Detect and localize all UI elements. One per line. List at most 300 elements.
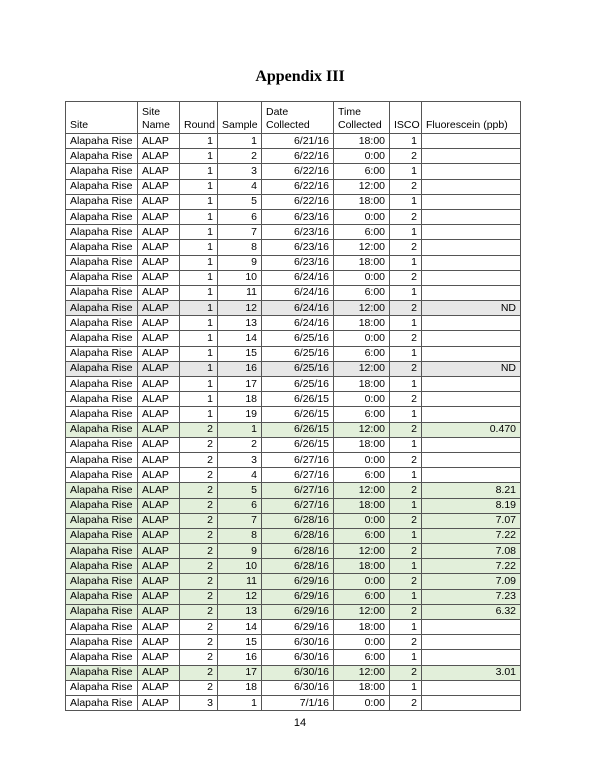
col-header-sample: Sample bbox=[218, 102, 262, 134]
cell-sample: 3 bbox=[218, 164, 262, 179]
cell-fluorescein bbox=[422, 179, 521, 194]
cell-site: Alapaha Rise bbox=[66, 331, 138, 346]
cell-fluorescein bbox=[422, 164, 521, 179]
cell-site-name: ALAP bbox=[138, 574, 180, 589]
cell-site-name: ALAP bbox=[138, 377, 180, 392]
cell-time: 0:00 bbox=[334, 513, 390, 528]
cell-time: 18:00 bbox=[334, 134, 390, 149]
cell-round: 1 bbox=[180, 209, 218, 224]
cell-round: 1 bbox=[180, 179, 218, 194]
table-row bbox=[66, 346, 521, 361]
cell-sample: 10 bbox=[218, 270, 262, 285]
cell-isco: 2 bbox=[390, 240, 422, 255]
cell-isco: 2 bbox=[390, 635, 422, 650]
cell-fluorescein bbox=[422, 255, 521, 270]
cell-site: Alapaha Rise bbox=[66, 513, 138, 528]
cell-date: 6/28/16 bbox=[262, 513, 334, 528]
cell-site: Alapaha Rise bbox=[66, 270, 138, 285]
cell-fluorescein bbox=[422, 346, 521, 361]
table-row bbox=[66, 604, 521, 619]
col-header-date-collected: Date Collected bbox=[262, 102, 334, 134]
table-row bbox=[66, 240, 521, 255]
cell-isco: 2 bbox=[390, 179, 422, 194]
table-row bbox=[66, 377, 521, 392]
table-row bbox=[66, 468, 521, 483]
cell-isco: 1 bbox=[390, 468, 422, 483]
table-row bbox=[66, 301, 521, 316]
cell-round: 1 bbox=[180, 270, 218, 285]
cell-isco: 2 bbox=[390, 361, 422, 376]
table-row bbox=[66, 513, 521, 528]
cell-fluorescein bbox=[422, 407, 521, 422]
cell-fluorescein bbox=[422, 316, 521, 331]
cell-time: 18:00 bbox=[334, 194, 390, 209]
cell-sample: 13 bbox=[218, 604, 262, 619]
cell-isco: 1 bbox=[390, 650, 422, 665]
cell-time: 18:00 bbox=[334, 255, 390, 270]
cell-time: 0:00 bbox=[334, 331, 390, 346]
cell-round: 1 bbox=[180, 346, 218, 361]
cell-site: Alapaha Rise bbox=[66, 209, 138, 224]
cell-date: 6/30/16 bbox=[262, 650, 334, 665]
page-title: Appendix III bbox=[255, 68, 345, 85]
cell-site: Alapaha Rise bbox=[66, 498, 138, 513]
cell-time: 0:00 bbox=[334, 270, 390, 285]
cell-date: 6/24/16 bbox=[262, 301, 334, 316]
cell-site: Alapaha Rise bbox=[66, 422, 138, 437]
cell-sample: 9 bbox=[218, 544, 262, 559]
cell-time: 6:00 bbox=[334, 650, 390, 665]
cell-site-name: ALAP bbox=[138, 270, 180, 285]
cell-sample: 16 bbox=[218, 361, 262, 376]
cell-date: 6/27/16 bbox=[262, 483, 334, 498]
cell-sample: 2 bbox=[218, 149, 262, 164]
cell-date: 6/23/16 bbox=[262, 240, 334, 255]
cell-isco: 1 bbox=[390, 225, 422, 240]
cell-sample: 6 bbox=[218, 498, 262, 513]
cell-site-name: ALAP bbox=[138, 331, 180, 346]
cell-fluorescein bbox=[422, 680, 521, 695]
cell-fluorescein bbox=[422, 620, 521, 635]
cell-date: 6/29/16 bbox=[262, 604, 334, 619]
table-row bbox=[66, 528, 521, 543]
table-body bbox=[66, 134, 521, 711]
cell-fluorescein: 7.23 bbox=[422, 589, 521, 604]
table-row bbox=[66, 452, 521, 467]
cell-site-name: ALAP bbox=[138, 316, 180, 331]
cell-sample: 7 bbox=[218, 225, 262, 240]
cell-isco: 1 bbox=[390, 680, 422, 695]
cell-site-name: ALAP bbox=[138, 285, 180, 300]
cell-sample: 17 bbox=[218, 377, 262, 392]
cell-isco: 2 bbox=[390, 209, 422, 224]
cell-sample: 6 bbox=[218, 209, 262, 224]
cell-site: Alapaha Rise bbox=[66, 544, 138, 559]
cell-site: Alapaha Rise bbox=[66, 134, 138, 149]
table-row bbox=[66, 559, 521, 574]
cell-round: 2 bbox=[180, 589, 218, 604]
cell-site: Alapaha Rise bbox=[66, 285, 138, 300]
cell-isco: 1 bbox=[390, 589, 422, 604]
cell-site: Alapaha Rise bbox=[66, 255, 138, 270]
cell-date: 6/30/16 bbox=[262, 635, 334, 650]
cell-site-name: ALAP bbox=[138, 620, 180, 635]
cell-site-name: ALAP bbox=[138, 301, 180, 316]
cell-sample: 1 bbox=[218, 695, 262, 710]
cell-time: 12:00 bbox=[334, 179, 390, 194]
cell-fluorescein bbox=[422, 635, 521, 650]
cell-round: 1 bbox=[180, 316, 218, 331]
cell-round: 2 bbox=[180, 574, 218, 589]
cell-fluorescein bbox=[422, 149, 521, 164]
cell-site-name: ALAP bbox=[138, 680, 180, 695]
cell-round: 2 bbox=[180, 422, 218, 437]
cell-date: 6/22/16 bbox=[262, 194, 334, 209]
col-header-isco: ISCO bbox=[390, 102, 422, 134]
cell-isco: 2 bbox=[390, 452, 422, 467]
cell-round: 1 bbox=[180, 194, 218, 209]
cell-fluorescein: 7.22 bbox=[422, 559, 521, 574]
cell-fluorescein bbox=[422, 452, 521, 467]
cell-isco: 1 bbox=[390, 407, 422, 422]
cell-time: 12:00 bbox=[334, 483, 390, 498]
col-header-time-collected: Time Collected bbox=[334, 102, 390, 134]
cell-isco: 1 bbox=[390, 285, 422, 300]
cell-time: 0:00 bbox=[334, 635, 390, 650]
cell-site: Alapaha Rise bbox=[66, 650, 138, 665]
cell-isco: 2 bbox=[390, 392, 422, 407]
cell-date: 6/22/16 bbox=[262, 179, 334, 194]
cell-sample: 11 bbox=[218, 574, 262, 589]
cell-date: 6/29/16 bbox=[262, 574, 334, 589]
cell-date: 6/26/15 bbox=[262, 437, 334, 452]
cell-date: 6/24/16 bbox=[262, 285, 334, 300]
table-row bbox=[66, 270, 521, 285]
cell-site-name: ALAP bbox=[138, 164, 180, 179]
cell-sample: 14 bbox=[218, 331, 262, 346]
table-row bbox=[66, 331, 521, 346]
cell-fluorescein: 8.19 bbox=[422, 498, 521, 513]
table-row bbox=[66, 498, 521, 513]
header-row bbox=[66, 102, 521, 134]
cell-date: 6/28/16 bbox=[262, 559, 334, 574]
cell-site: Alapaha Rise bbox=[66, 164, 138, 179]
cell-site: Alapaha Rise bbox=[66, 316, 138, 331]
cell-site-name: ALAP bbox=[138, 179, 180, 194]
cell-site-name: ALAP bbox=[138, 604, 180, 619]
cell-site-name: ALAP bbox=[138, 392, 180, 407]
cell-site-name: ALAP bbox=[138, 407, 180, 422]
cell-site-name: ALAP bbox=[138, 589, 180, 604]
table-row bbox=[66, 225, 521, 240]
cell-site: Alapaha Rise bbox=[66, 665, 138, 680]
cell-time: 0:00 bbox=[334, 392, 390, 407]
cell-fluorescein: 7.08 bbox=[422, 544, 521, 559]
cell-fluorescein: 6.32 bbox=[422, 604, 521, 619]
cell-sample: 7 bbox=[218, 513, 262, 528]
cell-sample: 1 bbox=[218, 134, 262, 149]
cell-sample: 8 bbox=[218, 528, 262, 543]
cell-site-name: ALAP bbox=[138, 452, 180, 467]
cell-site: Alapaha Rise bbox=[66, 346, 138, 361]
cell-site: Alapaha Rise bbox=[66, 361, 138, 376]
cell-site: Alapaha Rise bbox=[66, 194, 138, 209]
cell-sample: 4 bbox=[218, 179, 262, 194]
cell-date: 6/28/16 bbox=[262, 528, 334, 543]
cell-fluorescein bbox=[422, 331, 521, 346]
table-row bbox=[66, 695, 521, 710]
cell-sample: 10 bbox=[218, 559, 262, 574]
cell-round: 1 bbox=[180, 331, 218, 346]
cell-time: 12:00 bbox=[334, 665, 390, 680]
cell-fluorescein bbox=[422, 468, 521, 483]
cell-site-name: ALAP bbox=[138, 255, 180, 270]
cell-date: 6/25/16 bbox=[262, 361, 334, 376]
table-row bbox=[66, 179, 521, 194]
cell-round: 1 bbox=[180, 255, 218, 270]
cell-round: 2 bbox=[180, 544, 218, 559]
cell-round: 2 bbox=[180, 604, 218, 619]
cell-round: 2 bbox=[180, 650, 218, 665]
cell-time: 0:00 bbox=[334, 149, 390, 164]
cell-site: Alapaha Rise bbox=[66, 559, 138, 574]
cell-sample: 18 bbox=[218, 680, 262, 695]
cell-time: 18:00 bbox=[334, 559, 390, 574]
cell-isco: 1 bbox=[390, 498, 422, 513]
table-row bbox=[66, 134, 521, 149]
cell-time: 12:00 bbox=[334, 240, 390, 255]
cell-sample: 5 bbox=[218, 483, 262, 498]
cell-date: 6/29/16 bbox=[262, 589, 334, 604]
cell-date: 6/24/16 bbox=[262, 316, 334, 331]
cell-round: 1 bbox=[180, 377, 218, 392]
cell-date: 6/21/16 bbox=[262, 134, 334, 149]
cell-round: 1 bbox=[180, 361, 218, 376]
cell-round: 1 bbox=[180, 149, 218, 164]
cell-isco: 2 bbox=[390, 483, 422, 498]
cell-site-name: ALAP bbox=[138, 528, 180, 543]
table-row bbox=[66, 620, 521, 635]
table-row bbox=[66, 255, 521, 270]
cell-isco: 2 bbox=[390, 149, 422, 164]
cell-fluorescein bbox=[422, 650, 521, 665]
cell-fluorescein bbox=[422, 194, 521, 209]
cell-fluorescein bbox=[422, 225, 521, 240]
cell-site-name: ALAP bbox=[138, 665, 180, 680]
cell-date: 6/27/16 bbox=[262, 452, 334, 467]
cell-date: 6/27/16 bbox=[262, 498, 334, 513]
cell-round: 1 bbox=[180, 392, 218, 407]
cell-round: 3 bbox=[180, 695, 218, 710]
cell-isco: 1 bbox=[390, 134, 422, 149]
cell-date: 6/27/16 bbox=[262, 468, 334, 483]
cell-round: 2 bbox=[180, 559, 218, 574]
cell-date: 6/26/15 bbox=[262, 407, 334, 422]
cell-fluorescein: 8.21 bbox=[422, 483, 521, 498]
cell-time: 12:00 bbox=[334, 544, 390, 559]
cell-time: 6:00 bbox=[334, 589, 390, 604]
cell-site: Alapaha Rise bbox=[66, 620, 138, 635]
cell-isco: 1 bbox=[390, 437, 422, 452]
cell-sample: 2 bbox=[218, 437, 262, 452]
cell-sample: 3 bbox=[218, 452, 262, 467]
cell-site: Alapaha Rise bbox=[66, 392, 138, 407]
cell-isco: 1 bbox=[390, 316, 422, 331]
cell-time: 0:00 bbox=[334, 695, 390, 710]
cell-site-name: ALAP bbox=[138, 437, 180, 452]
cell-fluorescein bbox=[422, 209, 521, 224]
cell-time: 18:00 bbox=[334, 316, 390, 331]
cell-isco: 1 bbox=[390, 346, 422, 361]
cell-fluorescein: ND bbox=[422, 361, 521, 376]
cell-sample: 17 bbox=[218, 665, 262, 680]
cell-site: Alapaha Rise bbox=[66, 225, 138, 240]
cell-isco: 2 bbox=[390, 695, 422, 710]
cell-round: 1 bbox=[180, 134, 218, 149]
cell-round: 1 bbox=[180, 240, 218, 255]
table-row bbox=[66, 164, 521, 179]
cell-time: 6:00 bbox=[334, 407, 390, 422]
cell-fluorescein bbox=[422, 240, 521, 255]
cell-date: 6/23/16 bbox=[262, 225, 334, 240]
cell-sample: 5 bbox=[218, 194, 262, 209]
cell-site: Alapaha Rise bbox=[66, 301, 138, 316]
cell-isco: 2 bbox=[390, 604, 422, 619]
cell-site: Alapaha Rise bbox=[66, 468, 138, 483]
cell-round: 2 bbox=[180, 483, 218, 498]
cell-time: 6:00 bbox=[334, 468, 390, 483]
cell-date: 6/26/15 bbox=[262, 422, 334, 437]
cell-round: 1 bbox=[180, 225, 218, 240]
cell-date: 7/1/16 bbox=[262, 695, 334, 710]
cell-round: 2 bbox=[180, 665, 218, 680]
cell-site-name: ALAP bbox=[138, 422, 180, 437]
cell-time: 12:00 bbox=[334, 301, 390, 316]
cell-fluorescein: 0.470 bbox=[422, 422, 521, 437]
cell-fluorescein: 7.22 bbox=[422, 528, 521, 543]
cell-sample: 8 bbox=[218, 240, 262, 255]
cell-sample: 12 bbox=[218, 589, 262, 604]
cell-isco: 2 bbox=[390, 513, 422, 528]
cell-site: Alapaha Rise bbox=[66, 635, 138, 650]
cell-time: 18:00 bbox=[334, 620, 390, 635]
cell-isco: 1 bbox=[390, 559, 422, 574]
cell-time: 0:00 bbox=[334, 209, 390, 224]
col-header-site-name: Site Name bbox=[138, 102, 180, 134]
cell-site-name: ALAP bbox=[138, 149, 180, 164]
table-row bbox=[66, 437, 521, 452]
cell-site-name: ALAP bbox=[138, 483, 180, 498]
cell-site: Alapaha Rise bbox=[66, 589, 138, 604]
cell-site: Alapaha Rise bbox=[66, 695, 138, 710]
cell-isco: 2 bbox=[390, 665, 422, 680]
cell-time: 12:00 bbox=[334, 604, 390, 619]
table-row bbox=[66, 285, 521, 300]
cell-sample: 15 bbox=[218, 346, 262, 361]
cell-date: 6/25/16 bbox=[262, 377, 334, 392]
cell-fluorescein: 7.09 bbox=[422, 574, 521, 589]
cell-site-name: ALAP bbox=[138, 695, 180, 710]
cell-site: Alapaha Rise bbox=[66, 149, 138, 164]
cell-date: 6/30/16 bbox=[262, 665, 334, 680]
cell-fluorescein bbox=[422, 392, 521, 407]
cell-sample: 1 bbox=[218, 422, 262, 437]
cell-round: 2 bbox=[180, 635, 218, 650]
cell-fluorescein bbox=[422, 695, 521, 710]
table-row bbox=[66, 392, 521, 407]
cell-sample: 15 bbox=[218, 635, 262, 650]
cell-site: Alapaha Rise bbox=[66, 179, 138, 194]
cell-site: Alapaha Rise bbox=[66, 452, 138, 467]
cell-round: 1 bbox=[180, 407, 218, 422]
cell-site: Alapaha Rise bbox=[66, 604, 138, 619]
cell-fluorescein bbox=[422, 285, 521, 300]
table-row bbox=[66, 422, 521, 437]
cell-time: 6:00 bbox=[334, 285, 390, 300]
cell-isco: 2 bbox=[390, 422, 422, 437]
table-row bbox=[66, 574, 521, 589]
cell-isco: 1 bbox=[390, 194, 422, 209]
table-row bbox=[66, 665, 521, 680]
cell-time: 6:00 bbox=[334, 164, 390, 179]
cell-sample: 4 bbox=[218, 468, 262, 483]
cell-date: 6/30/16 bbox=[262, 680, 334, 695]
cell-time: 6:00 bbox=[334, 225, 390, 240]
cell-isco: 1 bbox=[390, 164, 422, 179]
cell-isco: 2 bbox=[390, 331, 422, 346]
cell-sample: 14 bbox=[218, 620, 262, 635]
cell-fluorescein bbox=[422, 437, 521, 452]
cell-round: 2 bbox=[180, 452, 218, 467]
cell-isco: 1 bbox=[390, 620, 422, 635]
cell-isco: 1 bbox=[390, 377, 422, 392]
cell-sample: 9 bbox=[218, 255, 262, 270]
cell-time: 18:00 bbox=[334, 680, 390, 695]
cell-time: 12:00 bbox=[334, 422, 390, 437]
table-row bbox=[66, 194, 521, 209]
cell-site: Alapaha Rise bbox=[66, 437, 138, 452]
cell-date: 6/22/16 bbox=[262, 149, 334, 164]
cell-site-name: ALAP bbox=[138, 635, 180, 650]
cell-round: 1 bbox=[180, 164, 218, 179]
cell-date: 6/29/16 bbox=[262, 620, 334, 635]
cell-round: 2 bbox=[180, 620, 218, 635]
table-row bbox=[66, 361, 521, 376]
cell-date: 6/22/16 bbox=[262, 164, 334, 179]
table-row bbox=[66, 316, 521, 331]
cell-round: 2 bbox=[180, 528, 218, 543]
cell-date: 6/23/16 bbox=[262, 255, 334, 270]
cell-time: 6:00 bbox=[334, 346, 390, 361]
table-row bbox=[66, 407, 521, 422]
cell-isco: 1 bbox=[390, 528, 422, 543]
cell-sample: 16 bbox=[218, 650, 262, 665]
table-row bbox=[66, 635, 521, 650]
cell-isco: 2 bbox=[390, 270, 422, 285]
cell-time: 18:00 bbox=[334, 437, 390, 452]
cell-site: Alapaha Rise bbox=[66, 483, 138, 498]
cell-round: 2 bbox=[180, 437, 218, 452]
cell-site-name: ALAP bbox=[138, 209, 180, 224]
cell-fluorescein bbox=[422, 377, 521, 392]
col-header-site: Site bbox=[66, 102, 138, 134]
cell-time: 12:00 bbox=[334, 361, 390, 376]
cell-time: 0:00 bbox=[334, 452, 390, 467]
cell-isco: 2 bbox=[390, 301, 422, 316]
cell-time: 6:00 bbox=[334, 528, 390, 543]
cell-site-name: ALAP bbox=[138, 650, 180, 665]
cell-fluorescein: ND bbox=[422, 301, 521, 316]
